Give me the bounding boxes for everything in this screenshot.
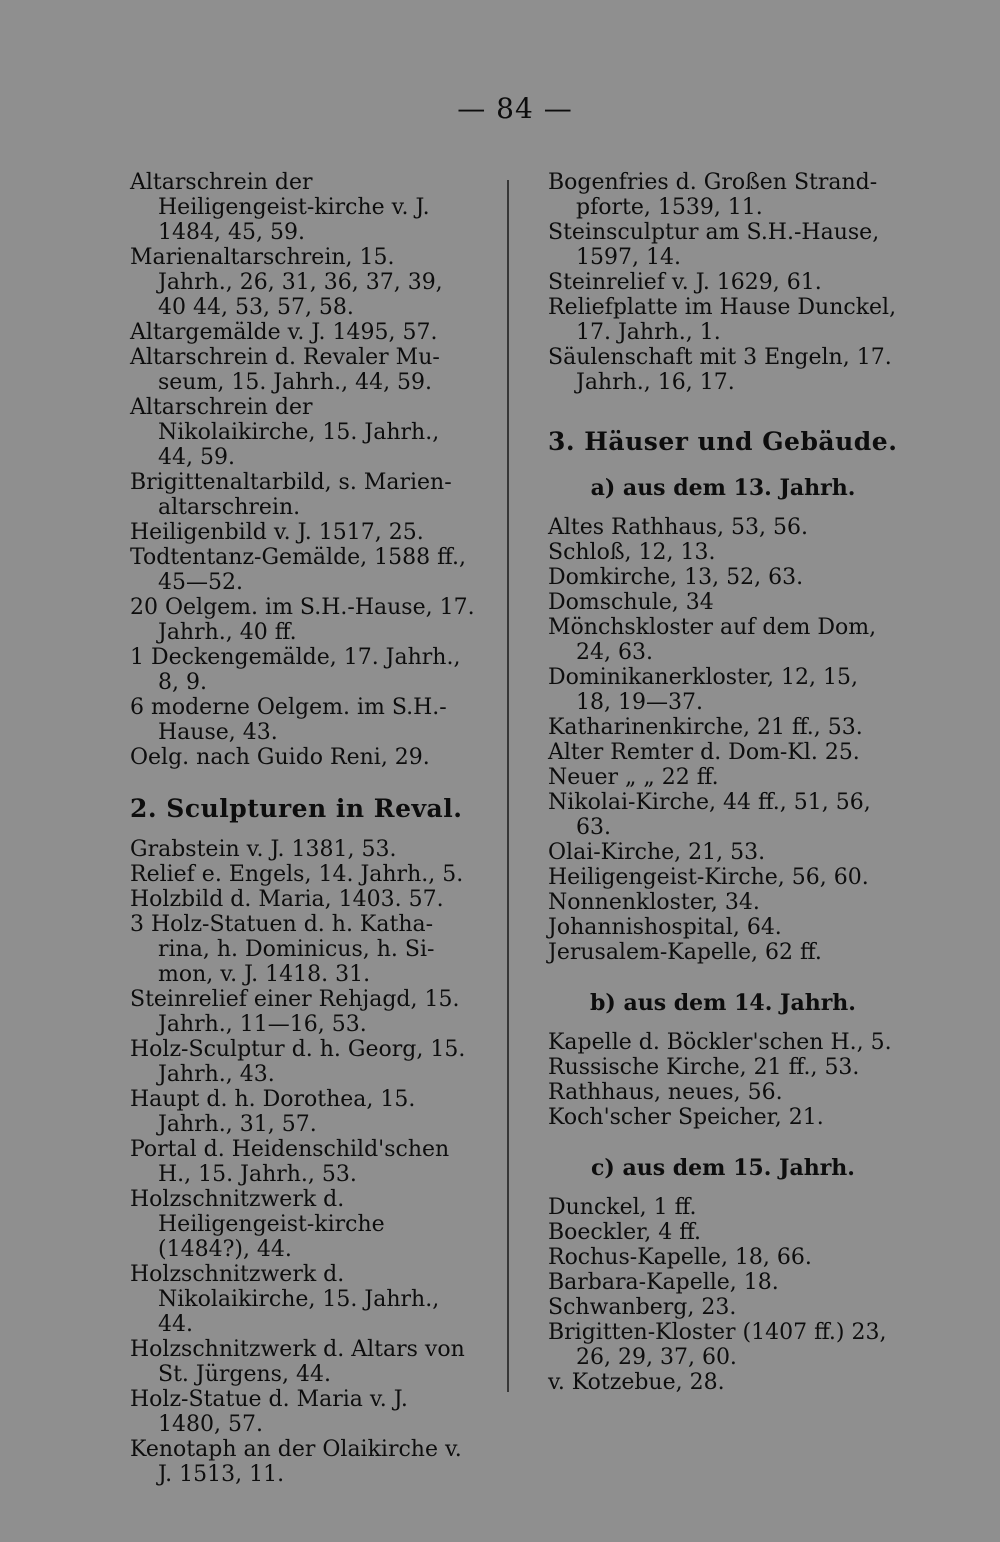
- index-entry: Holzbild d. Maria, 1403. 57.: [130, 887, 444, 912]
- index-entry: Reliefplatte im Hause Dunckel, 17. Jahrh., 1.: [548, 295, 897, 345]
- index-entry: Olai-Kirche, 21, 53.: [548, 840, 766, 865]
- index-entry: Koch'scher Speicher, 21.: [548, 1105, 824, 1130]
- index-entry: 6 moderne Oelgem. im S.H.-Hause, 43.: [130, 695, 447, 745]
- index-entry: Holz-Sculptur d. h. Georg, 15. Jahrh., 43.: [130, 1037, 466, 1087]
- index-entry: Brigittenaltarbild, s. Marien-altarschrein.: [130, 470, 452, 520]
- index-entry: Grabstein v. J. 1381, 53.: [130, 837, 397, 862]
- index-entry: Altarschrein der Heiligengeist-kirche v. J. 1484, 45, 59.: [130, 170, 430, 245]
- left-group-2: [130, 837, 475, 1487]
- index-entry: Russische Kirche, 21 ff., 53.: [548, 1055, 860, 1080]
- index-entry: Nikolai-Kirche, 44 ff., 51, 56, 63.: [548, 790, 871, 840]
- index-entry: Steinsculptur am S.H.-Hause, 1597, 14.: [548, 220, 880, 270]
- page-number: — 84 —: [457, 92, 573, 125]
- subheading-14th-century: b) aus dem 14. Jahrh.: [590, 990, 856, 1016]
- index-entry: Kapelle d. Böckler'schen H., 5.: [548, 1030, 892, 1055]
- index-entry: 20 Oelgem. im S.H.-Hause, 17. Jahrh., 40 ff.: [130, 595, 475, 645]
- index-entry: Bogenfries d. Großen Strand-pforte, 1539, 11.: [548, 170, 878, 220]
- subheading-15th-century: c) aus dem 15. Jahrh.: [591, 1155, 855, 1181]
- index-entry: Katharinenkirche, 21 ff., 53.: [548, 715, 863, 740]
- index-entry: Domkirche, 13, 52, 63.: [548, 565, 804, 590]
- index-entry: Altarschrein d. Revaler Mu-seum, 15. Jahrh., 44, 59.: [130, 345, 440, 395]
- index-entry: Steinrelief v. J. 1629, 61.: [548, 270, 822, 295]
- section-heading-sculptures: 2. Sculpturen in Reval.: [130, 794, 463, 823]
- index-entry: Relief e. Engels, 14. Jahrh., 5.: [130, 862, 464, 887]
- index-entry: Todtentanz-Gemälde, 1588 ff., 45—52.: [130, 545, 466, 595]
- left-column: [130, 170, 475, 1487]
- right-column: [548, 170, 898, 1395]
- index-entry: Haupt d. h. Dorothea, 15. Jahrh., 31, 57.: [130, 1087, 416, 1137]
- index-entry: Johannishospital, 64.: [548, 915, 782, 940]
- index-entry: Brigitten-Kloster (1407 ff.) 23, 26, 29, 37, 60.: [548, 1320, 887, 1370]
- index-entry: Barbara-Kapelle, 18.: [548, 1270, 779, 1295]
- right-group-1: [548, 170, 898, 395]
- index-entry: Rathhaus, neues, 56.: [548, 1080, 783, 1105]
- index-entry: Dominikanerkloster, 12, 15, 18, 19—37.: [548, 665, 858, 715]
- index-entry: Mönchskloster auf dem Dom, 24, 63.: [548, 615, 877, 665]
- index-entry: v. Kotzebue, 28.: [548, 1370, 725, 1395]
- right-group-a: [548, 515, 898, 965]
- index-entry: Kenotaph an der Olaikirche v. J. 1513, 11.: [130, 1437, 462, 1487]
- index-entry: Heiligenbild v. J. 1517, 25.: [130, 520, 424, 545]
- right-group-c: [548, 1195, 898, 1395]
- left-group-1: [130, 170, 475, 770]
- index-entry: Altarschrein der Nikolaikirche, 15. Jahrh., 44, 59.: [130, 395, 440, 470]
- index-entry: Dunckel, 1 ff.: [548, 1195, 697, 1220]
- index-entry: Marienaltarschrein, 15. Jahrh., 26, 31, 36, 37, 39, 40 44, 53, 57, 58.: [130, 245, 443, 320]
- index-entry: Holzschnitzwerk d. Nikolaikirche, 15. Jahrh., 44.: [130, 1262, 440, 1337]
- index-entry: Holzschnitzwerk d. Altars von St. Jürgens, 44.: [130, 1337, 465, 1387]
- index-entry: Steinrelief einer Rehjagd, 15. Jahrh., 11—16, 53.: [130, 987, 460, 1037]
- right-group-b: [548, 1030, 898, 1130]
- index-entry: Domschule, 34: [548, 590, 714, 615]
- index-entry: 1 Deckengemälde, 17. Jahrh., 8, 9.: [130, 645, 461, 695]
- index-entry: Rochus-Kapelle, 18, 66.: [548, 1245, 812, 1270]
- index-entry: Alter Remter d. Dom-Kl. 25.: [548, 740, 860, 765]
- index-entry: Heiligengeist-Kirche, 56, 60.: [548, 865, 869, 890]
- index-entry: Oelg. nach Guido Reni, 29.: [130, 745, 430, 770]
- index-entry: Holzschnitzwerk d. Heiligengeist-kirche (1484?), 44.: [130, 1187, 385, 1262]
- subheading-13th-century: a) aus dem 13. Jahrh.: [590, 475, 856, 501]
- column-divider: [507, 180, 509, 1392]
- index-entry: Nonnenkloster, 34.: [548, 890, 760, 915]
- index-entry: Boeckler, 4 ff.: [548, 1220, 702, 1245]
- index-entry: Portal d. Heidenschild'schen H., 15. Jahrh., 53.: [130, 1137, 450, 1187]
- index-entry: Altes Rathhaus, 53, 56.: [548, 515, 808, 540]
- index-entry: Neuer „ „ 22 ff.: [548, 765, 719, 790]
- index-entry: Altargemälde v. J. 1495, 57.: [130, 320, 438, 345]
- index-entry: Säulenschaft mit 3 Engeln, 17. Jahrh., 16, 17.: [548, 345, 892, 395]
- index-entry: Schwanberg, 23.: [548, 1295, 737, 1320]
- index-entry: Schloß, 12, 13.: [548, 540, 716, 565]
- index-entry: Holz-Statue d. Maria v. J. 1480, 57.: [130, 1387, 408, 1437]
- section-heading-buildings: 3. Häuser und Gebäude.: [548, 427, 898, 456]
- index-entry: 3 Holz-Statuen d. h. Katha-rina, h. Dominicus, h. Si-mon, v. J. 1418. 31.: [130, 912, 435, 987]
- index-entry: Jerusalem-Kapelle, 62 ff.: [548, 940, 822, 965]
